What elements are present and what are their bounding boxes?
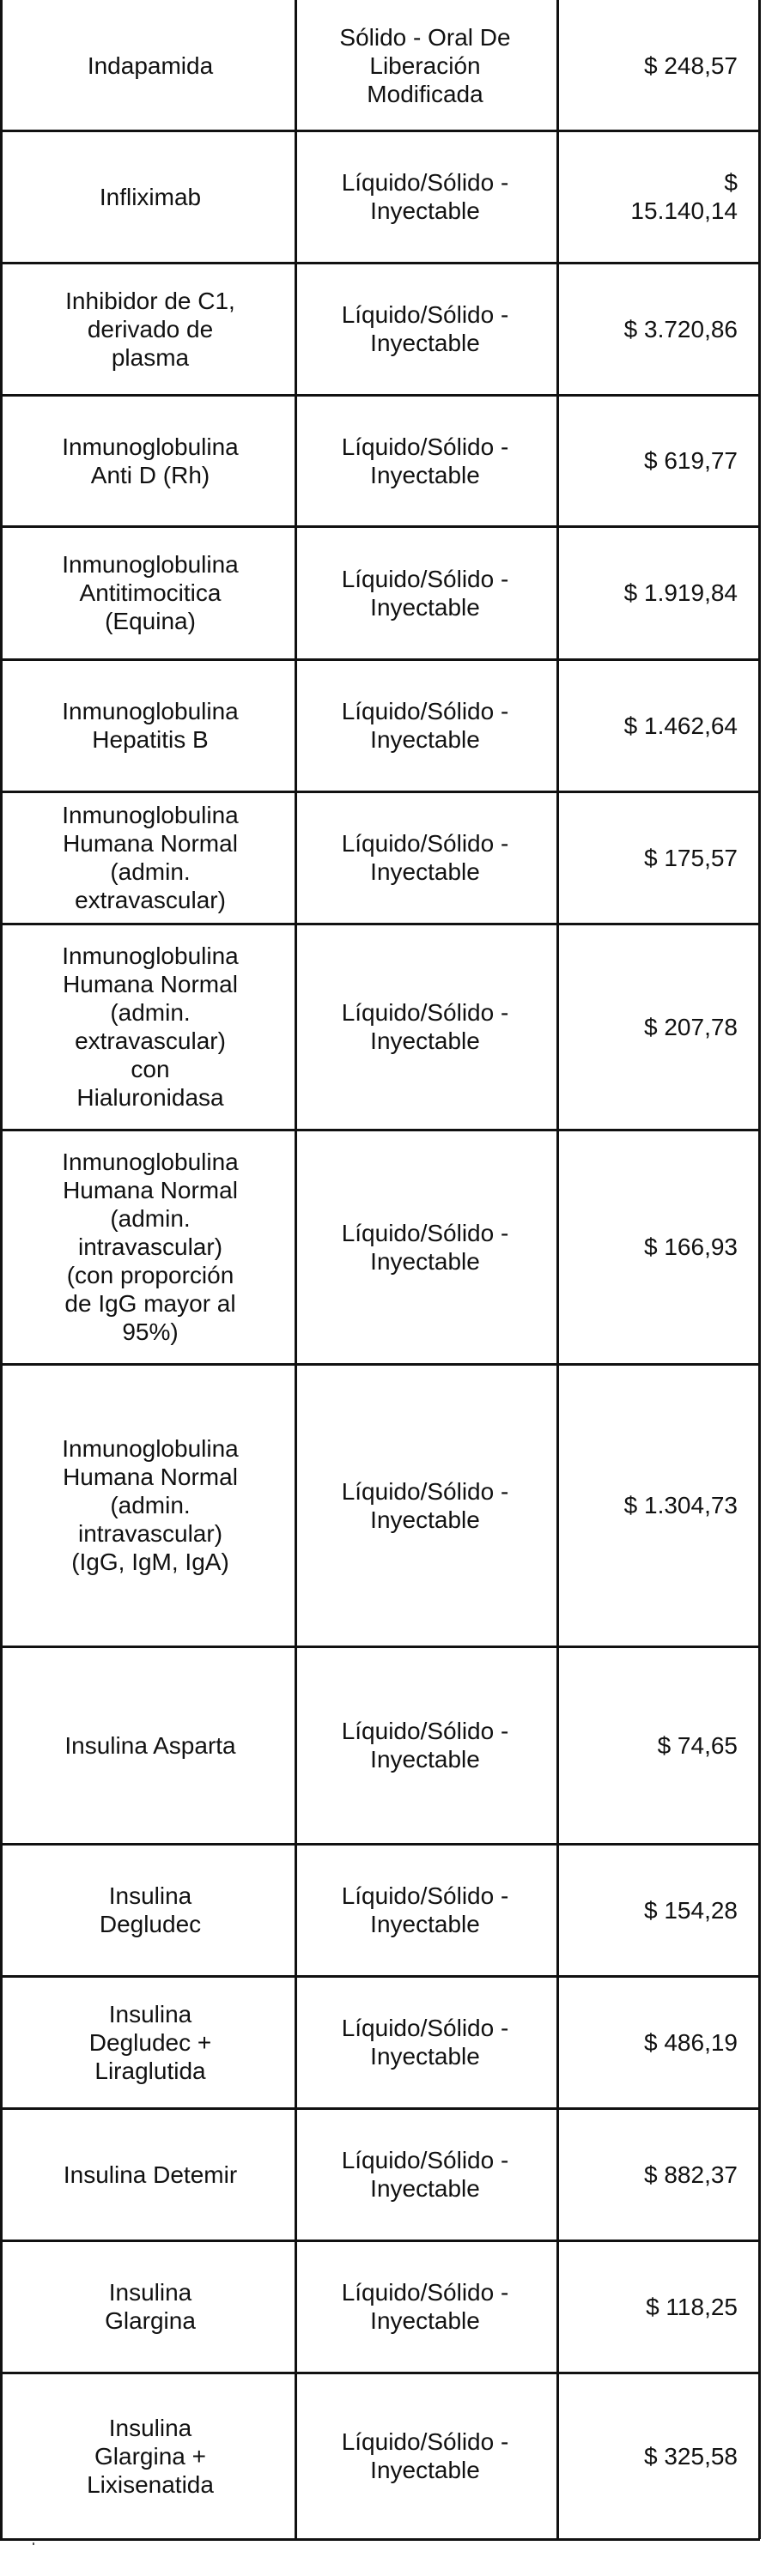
price-cell: $ 325,58 [644, 2442, 738, 2470]
table-row [0, 1844, 760, 1976]
drug-name-cell: Insulina Asparta [64, 1731, 236, 1759]
table-row [0, 2373, 760, 2539]
drug-name-cell: Inmunoglobulina Humana Normal (admin. extravascular) con Hialuronidasa [62, 943, 239, 1111]
dosage-form-cell: Líquido/Sólido - Inyectable [341, 301, 509, 356]
price-cell: $ 882,37 [644, 2161, 738, 2188]
dosage-form-cell: Líquido/Sólido - Inyectable [341, 433, 509, 488]
table-row [0, 1646, 760, 1844]
table-row [0, 924, 760, 1130]
dosage-form-cell: Líquido/Sólido - Inyectable [341, 1882, 509, 1937]
drug-name-cell: Indapamida [87, 52, 214, 79]
drug-name-cell: Insulina Detemir [63, 2161, 238, 2188]
table-row [0, 2108, 760, 2240]
dosage-form-cell: Líquido/Sólido - Inyectable [341, 169, 509, 224]
dosage-form-cell: Líquido/Sólido - Inyectable [341, 2147, 509, 2202]
price-cell: $ 1.919,84 [623, 579, 738, 606]
dosage-form-cell: Líquido/Sólido - Inyectable [341, 1718, 509, 1773]
dosage-form-cell: Líquido/Sólido - Inyectable [341, 1219, 509, 1275]
drug-name-cell: Inmunoglobulina Humana Normal (admin. extravascular) [62, 802, 239, 913]
price-cell: $ 619,77 [644, 447, 738, 474]
drug-name-cell: Infliximab [99, 183, 202, 210]
drug-name-cell: Insulina Glargina [105, 2279, 196, 2334]
price-cell: $ 248,57 [644, 52, 738, 79]
price-cell: $ 74,65 [657, 1731, 738, 1759]
table-row [0, 130, 760, 263]
price-cell: $ 1.304,73 [623, 1492, 738, 1518]
scan-speck [33, 2543, 34, 2545]
drug-name-cell: Inhibidor de C1, derivado de plasma [65, 287, 235, 371]
table-row [0, 1976, 760, 2108]
drug-name-cell: Insulina Degludec + Liraglutida [88, 2000, 212, 2084]
table-row [0, 791, 760, 924]
dosage-form-cell: Líquido/Sólido - Inyectable [341, 2428, 509, 2483]
drug-name-cell: Inmunoglobulina Humana Normal (admin. intravascular) (IgG, IgM, IgA) [62, 1435, 239, 1575]
price-cell: $ 3.720,86 [623, 315, 738, 342]
dosage-form-cell: Líquido/Sólido - Inyectable [341, 1477, 509, 1533]
dosage-form-cell: Líquido/Sólido - Inyectable [341, 2279, 509, 2334]
table-row [0, 0, 760, 130]
table-row [0, 526, 760, 659]
dosage-form-cell: Líquido/Sólido - Inyectable [341, 565, 509, 621]
drug-name-cell: Inmunoglobulina Anti D (Rh) [62, 433, 239, 488]
table-row [0, 1130, 760, 1364]
dosage-form-cell: Líquido/Sólido - Inyectable [341, 830, 509, 885]
dosage-form-cell: Sólido - Oral De Liberación Modificada [339, 23, 511, 107]
drug-name-cell: Inmunoglobulina Hepatitis B [62, 698, 239, 753]
drug-name-cell: Inmunoglobulina Humana Normal (admin. intravascular) (con proporción de IgG mayor al 95%) [62, 1149, 239, 1345]
dosage-form-cell: Líquido/Sólido - Inyectable [341, 698, 509, 753]
price-cell: $ 166,93 [644, 1233, 738, 1260]
dosage-form-cell: Líquido/Sólido - Inyectable [341, 2015, 509, 2070]
drug-name-cell: Insulina Degludec [99, 1882, 202, 1937]
price-cell: $ 154,28 [644, 1896, 738, 1924]
price-cell: $ 118,25 [646, 2293, 738, 2320]
price-cell: $ 1.462,64 [623, 712, 738, 739]
table-row [0, 263, 760, 395]
price-cell: $ 15.140,14 [630, 169, 738, 224]
price-cell: $ 207,78 [644, 1013, 738, 1040]
dosage-form-cell: Líquido/Sólido - Inyectable [341, 999, 509, 1054]
price-cell: $ 486,19 [644, 2028, 738, 2056]
table-row [0, 395, 760, 526]
price-cell: $ 175,57 [644, 844, 738, 871]
drug-name-cell: Insulina Glargina + Lixisenatida [87, 2414, 214, 2498]
table-row [0, 2240, 760, 2373]
drug-name-cell: Inmunoglobulina Antitimocitica (Equina) [62, 551, 239, 634]
table-row [0, 659, 760, 791]
table-row [0, 1364, 760, 1646]
